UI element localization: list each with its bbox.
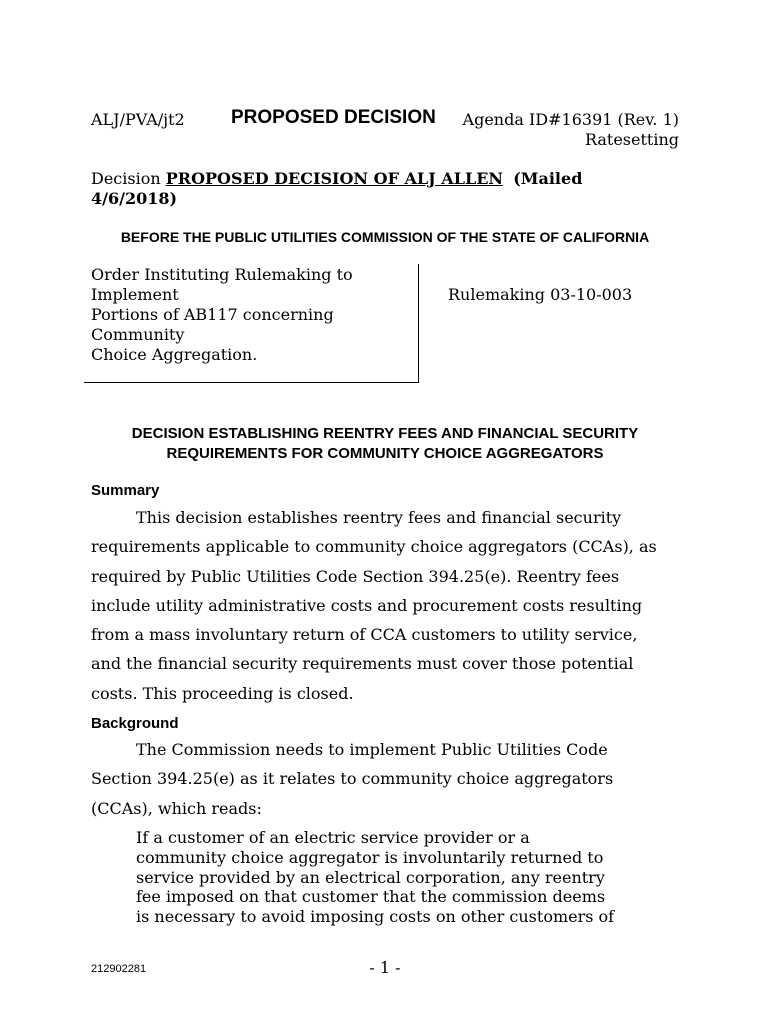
paragraph-line: Section 394.25(e) as it relates to community choice aggregators [91, 769, 614, 789]
paragraph-line: The Commission needs to implement Public Utilities Code [136, 740, 608, 759]
decision-prefix: Decision [91, 169, 166, 188]
paragraph-line: (CCAs), which reads: [91, 798, 262, 818]
caption-line: Choice Aggregation. [91, 345, 258, 364]
quote-line: If a customer of an electric service provider or a [136, 828, 530, 847]
caption-line: Implement [91, 285, 179, 304]
paragraph-line: This decision establishes reentry fees and financial security [136, 508, 622, 527]
rulemaking-number: Rulemaking 03-10-003 [448, 285, 633, 304]
page-number: - 1 - [369, 958, 401, 977]
header-proposed-decision: PROPOSED DECISION [231, 107, 436, 128]
before-commission-heading: BEFORE THE PUBLIC UTILITIES COMMISSION OF THE STATE OF CALIFORNIA [120, 229, 650, 245]
decision-title-heading [0, 424, 770, 464]
paragraph-line: and the financial security requirements must cover those potential [91, 654, 634, 674]
decision-mailed-date: 4/6/2018) [91, 189, 178, 208]
quote-line: fee imposed on that customer that the commission deems [136, 887, 606, 907]
quote-line: service provided by an electrical corporation, any reentry [136, 867, 605, 887]
paragraph-line: from a mass involuntary return of CCA customers to utility service, [91, 625, 638, 645]
title-line: DECISION ESTABLISHING REENTRY FEES AND FINANCIAL SECURITY [131, 425, 639, 442]
header-category: Ratesetting [584, 130, 679, 149]
block-quote [136, 828, 656, 927]
decision-mailed: (Mailed [513, 169, 583, 188]
paragraph-line: costs. This proceeding is closed. [91, 683, 354, 703]
decision-line [91, 169, 691, 209]
caption-line: Community [91, 325, 185, 344]
paragraph-line: requirements applicable to community choice aggregators (CCAs), as [91, 537, 657, 557]
header-agenda-id: Agenda ID#16391 (Rev. 1) [462, 110, 679, 129]
footer-document-id: 212902281 [91, 963, 147, 975]
header-right-block [463, 110, 679, 150]
quote-line: community choice aggregator is involuntarily returned to [136, 847, 604, 867]
caption-line: Order Instituting Rulemaking to [91, 265, 353, 284]
paragraph-line: required by Public Utilities Code Section 394.25(e). Reentry fees [91, 566, 620, 586]
summary-heading: Summary [91, 482, 160, 499]
background-paragraph [91, 735, 681, 823]
caption-line: Portions of AB117 concerning [91, 305, 334, 324]
header-docket: ALJ/PVA/jt2 [91, 110, 185, 129]
paragraph-line: include utility administrative costs and procurement costs resulting [91, 595, 643, 615]
title-line: REQUIREMENTS FOR COMMUNITY CHOICE AGGREGATORS [166, 445, 604, 462]
summary-paragraph [91, 503, 681, 708]
quote-line: is necessary to avoid imposing costs on other customers of [136, 907, 615, 927]
background-heading: Background [91, 715, 179, 732]
decision-title: PROPOSED DECISION OF ALJ ALLEN [165, 169, 504, 188]
caption-text [91, 265, 353, 365]
